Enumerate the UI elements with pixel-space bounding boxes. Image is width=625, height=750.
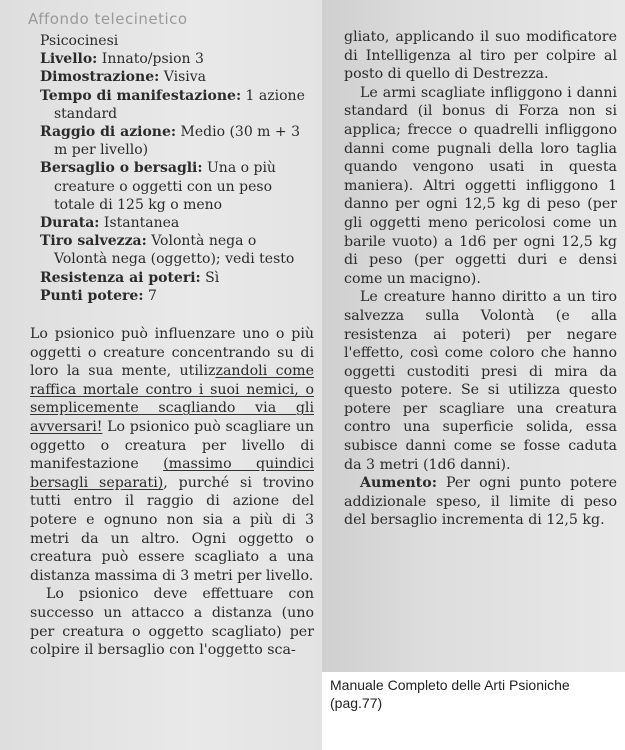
source-caption	[330, 676, 570, 712]
stat-power-points: Punti potere: 7	[40, 287, 157, 304]
paragraph-attack: Lo psionico deve effettuare con successo un attacco a distanza (uno per creatura o oggetto scagliato) per colpire il bersaglio con l'oggetto sca-	[30, 586, 314, 659]
stat-manifest-time: Tempo di manifestazione: 1 azione standard	[40, 87, 305, 122]
right-page	[322, 0, 625, 672]
stat-saving-throw: Tiro salvezza: Volontà nega o Volontà nega (oggetto); vedi testo	[40, 233, 295, 268]
power-title: Affondo telecinetico	[28, 10, 188, 28]
underlined-phrase: zandoli come raffica mortale contro i suoi nemici, o semplicemente scagliando via gli avversari!	[30, 363, 314, 436]
paragraph-continued: gliato, applicando il suo modificatore di Intelligenza al tiro per colpire al posto di quello di Destrezza.	[344, 29, 617, 83]
stat-targets: Bersaglio o bersagli: Una o più creature o oggetti con un peso totale di 125 kg o meno	[40, 160, 276, 213]
paragraph-damage: Le armi scagliate infliggono i danni standard (il bonus di Forza non si applica; frecce o quadrelli infliggono danni come pugnali della loro taglia quando vengono usati in questa maniera). Altri oggetti infliggono 1 danno per ogni 12,5 kg di peso (per gli oggetti meno pericolosi come un barile vuoto) a 1d6 per ogni 12,5 kg di peso (per oggetti duri e densi come un macigno).	[344, 84, 617, 287]
paragraph-augment: Aumento: Per ogni punto potere addizionale speso, il limite di peso del bersaglio incrementa di 12,5 kg.	[344, 475, 617, 529]
stat-school: Psicocinesi	[40, 33, 119, 49]
stat-level: Livello: Innato/psion 3	[40, 51, 204, 68]
description-left	[30, 325, 316, 660]
stat-power-resistance: Resistenza ai poteri: Sì	[40, 269, 220, 286]
stat-range: Raggio di azione: Medio (30 m + 3 m per livello)	[40, 124, 300, 159]
stat-duration: Durata: Istantanea	[40, 215, 180, 232]
paragraph-effect: Lo psionico può influenzare uno o più oggetti o creature concentrando su di loro la sua mente, utilizzandoli come raffica mortale contro i suoi nemici, o semplicemente scagliando via gli avversari! Lo psionico può scagliare un oggetto o creatura per livello di manifestazione (massimo quindici bersagli separati), purché si trovino tutti entro il raggio di azione del potere e ognuno non sia a più di 3 metri da un altro. Ogni oggetto o creatura può essere scagliato a una distanza massima di 3 metri per livello.	[30, 326, 314, 584]
stat-block	[40, 32, 316, 305]
caption-title: Manuale Completo delle Arti Psioniche	[330, 677, 570, 693]
caption-page: (pag.77)	[330, 695, 383, 711]
paragraph-saving: Le creature hanno diritto a un tiro salvezza sulla Volontà (e alla resistenza ai poteri) per negare l'effetto, così come coloro che hanno oggetti custoditi presi di mira da questo potere. Se si utilizza questo potere per scagliare una creatura contro una superficie solida, essa subisce danni come se fosse caduta da 3 metri (1d6 danni).	[344, 289, 617, 473]
stat-display: Dimostrazione: Visiva	[40, 69, 206, 86]
underlined-phrase: (massimo quindici bersagli separati)	[30, 456, 314, 491]
